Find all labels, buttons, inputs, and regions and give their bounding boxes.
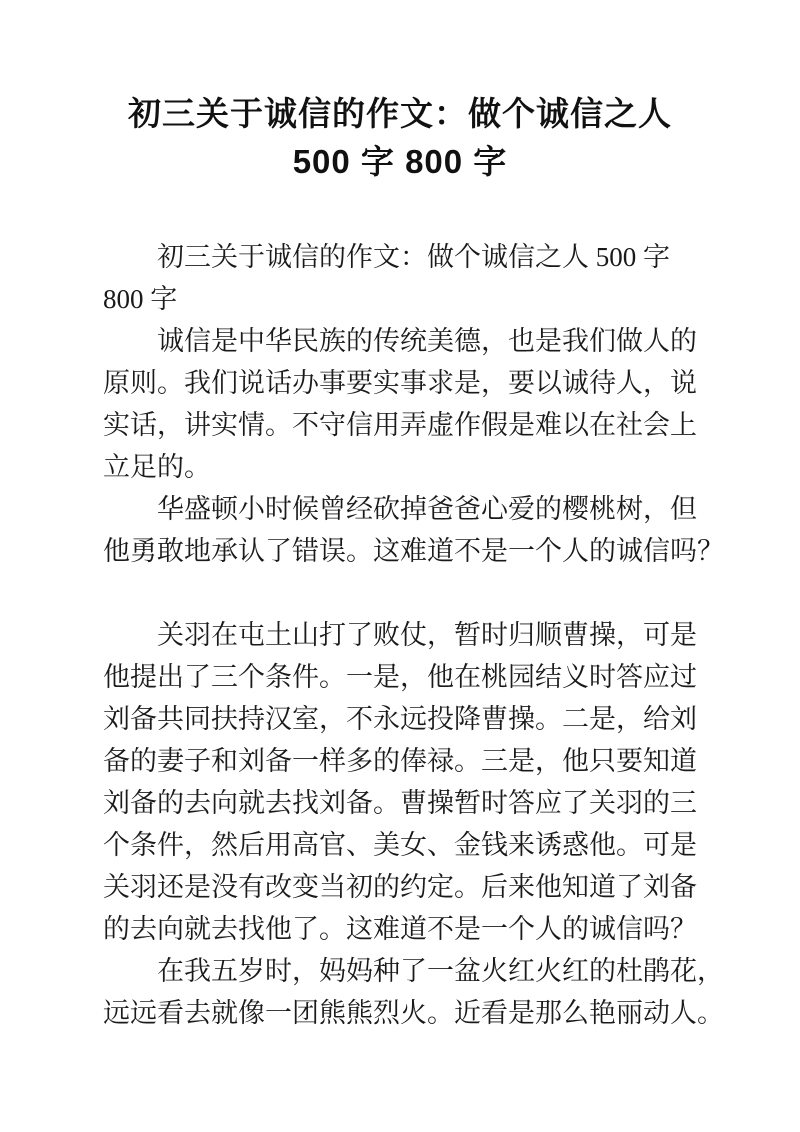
essay-line: 立足的。: [103, 452, 211, 482]
essay-paragraph: [103, 236, 699, 320]
essay-line: 关羽在屯土山打了败仗，暂时归顺曹操，可是: [157, 620, 697, 650]
essay-line: 他提出了三个条件。一是，他在桃园结义时答应过: [103, 662, 697, 692]
blank-line: [103, 572, 699, 614]
essay-line: 初三关于诚信的作文：做个诚信之人 500 字: [157, 242, 670, 272]
essay-line: 原则。我们说话办事要实事求是，要以诚待人，说: [103, 368, 697, 398]
essay-line: 刘备共同扶持汉室，不永远投降曹操。二是，给刘: [103, 704, 697, 734]
essay-paragraph: [103, 488, 724, 572]
essay-line: 备的妻子和刘备一样多的俸禄。三是，他只要知道: [103, 746, 697, 776]
essay-line: 华盛顿小时候曾经砍掉爸爸心爱的樱桃树，但: [157, 494, 697, 524]
essay-line: 个条件，然后用高官、美女、金钱来诱惑他。可是: [103, 830, 697, 860]
essay-line: 实话，讲实情。不守信用弄虚作假是难以在社会上: [103, 410, 697, 440]
essay-line: 远远看去就像一团熊熊烈火。近看是那么艳丽动人。: [103, 998, 724, 1028]
essay-line: 诚信是中华民族的传统美德，也是我们做人的: [157, 326, 697, 356]
essay-body: [103, 236, 724, 1034]
spacer-line: [103, 572, 699, 614]
essay-line: 的去向就去找他了。这难道不是一个人的诚信吗？: [103, 914, 697, 944]
essay-line: 刘备的去向就去找刘备。曹操暂时答应了关羽的三: [103, 788, 697, 818]
essay-line: 他勇敢地承认了错误。这难道不是一个人的诚信吗？: [103, 536, 724, 566]
essay-line: 在我五岁时，妈妈种了一盆火红火红的杜鹃花，: [157, 956, 724, 986]
essay-title: [0, 0, 800, 186]
essay-paragraph: [103, 614, 699, 950]
essay-title-line-1: 初三关于诚信的作文：做个诚信之人: [128, 95, 672, 132]
essay-paragraph: [103, 950, 724, 1034]
essay-paragraph: [103, 320, 699, 488]
essay-line: 关羽还是没有改变当初的约定。后来他知道了刘备: [103, 872, 697, 902]
essay-line: 800 字: [103, 284, 178, 314]
essay-title-line-2: 500 字 800 字: [292, 143, 508, 180]
